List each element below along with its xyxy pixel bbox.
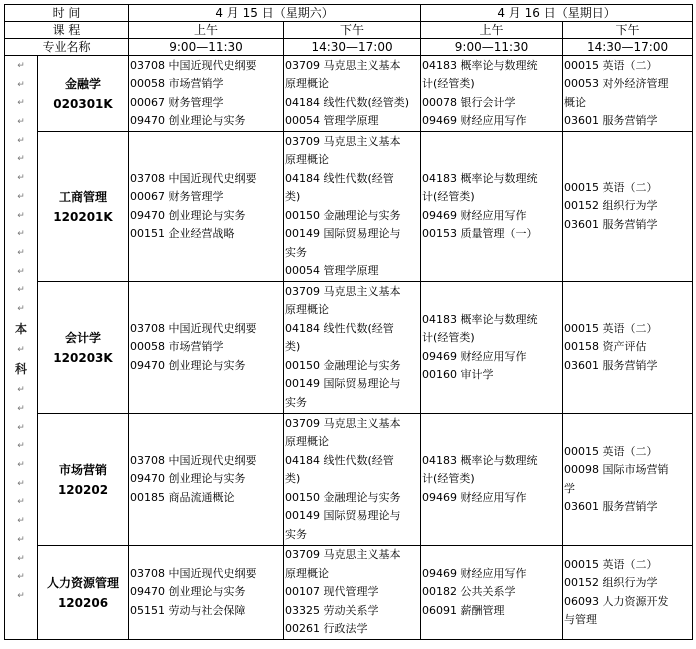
course-line: 09470 创业理论与实务	[130, 472, 246, 486]
course-line: 00078 银行会计学	[422, 95, 516, 109]
course-line: 03601 服务营销学	[564, 217, 658, 231]
course-line: 00160 审计学	[422, 368, 494, 381]
course-line: 原理概论	[285, 566, 330, 580]
day1-pm-time: 14:30—17:00	[284, 39, 421, 56]
major-name: 会计学	[65, 330, 102, 345]
course-line: 00015 英语（二）	[564, 444, 658, 458]
major-code: 120203K	[53, 350, 113, 365]
course-line: 00107 现代管理学	[285, 585, 379, 599]
course-line: 计(经管类)	[422, 472, 475, 486]
paragraph-mark: ↵	[17, 441, 25, 452]
course-line: 00149 国际贸易理论与	[285, 509, 401, 523]
course-line: 00182 公共关系学	[422, 585, 516, 599]
paragraph-mark: ↵	[17, 516, 25, 527]
day1-pm-courses	[284, 56, 421, 132]
course-line: 04184 线性代数(经管	[285, 453, 394, 467]
course-line: 实务	[285, 245, 308, 259]
day1-am-courses	[129, 56, 284, 132]
course-line: 00015 英语（二）	[564, 180, 658, 194]
day1-am-courses	[129, 414, 284, 546]
course-line: 03709 马克思主义基本	[285, 416, 401, 430]
paragraph-mark: ↵	[17, 572, 25, 583]
course-line: 原理概论	[285, 153, 330, 166]
paragraph-mark: ↵	[17, 534, 25, 545]
day2-am-courses	[421, 56, 563, 132]
paragraph-mark: ↵	[17, 247, 25, 258]
course-line: 00058 市场营销学	[130, 77, 224, 90]
course-line: 04183 概率论与数理统	[422, 312, 538, 326]
day1-am-courses	[129, 282, 284, 414]
course-line: 09470 创业理论与实务	[130, 208, 246, 222]
day2-pm-courses	[563, 56, 693, 132]
course-line: 实务	[285, 527, 308, 541]
day1-pm-courses	[284, 282, 421, 414]
course-line: 00152 组织行为学	[564, 199, 658, 213]
major-cell	[38, 414, 129, 546]
paragraph-mark: ↵	[17, 460, 25, 471]
paragraph-mark: ↵	[17, 590, 25, 601]
course-line: 00053 对外经济管理	[564, 77, 669, 90]
paragraph-mark: ↵	[17, 79, 25, 90]
day1-am-courses	[129, 132, 284, 282]
day1-pm-courses	[284, 414, 421, 546]
course-line: 00098 国际市场营销	[564, 463, 669, 476]
major-code: 120206	[57, 595, 109, 610]
major-cell	[38, 282, 129, 414]
course-line: 03709 马克思主义基本	[285, 134, 401, 148]
day1-pm-courses	[284, 132, 421, 282]
course-line: 00015 英语（二）	[564, 321, 658, 335]
paragraph-mark: ↵	[17, 154, 25, 165]
major-name: 人力资源管理	[47, 575, 120, 590]
course-line: 00015 英语（二）	[564, 557, 658, 571]
paragraph-mark: ↵	[17, 135, 25, 146]
major-name: 金融学	[65, 76, 102, 91]
course-line: 学	[564, 481, 576, 495]
day2-pm-courses	[563, 546, 693, 640]
level-char-1: 本	[14, 321, 27, 336]
day2-am-courses	[421, 414, 563, 546]
paragraph-mark: ↵	[17, 61, 25, 71]
course-line: 09469 财经应用写作	[422, 349, 527, 363]
course-line: 03708 中国近现代史纲要	[130, 566, 257, 580]
major-name: 工商管理	[59, 189, 108, 204]
day2-pm-time: 14:30—17:00	[563, 39, 693, 56]
exam-schedule-table	[4, 4, 693, 640]
day2-header: 4 月 16 日（星期日）	[421, 5, 693, 22]
course-line: 00150 金融理论与实务	[285, 208, 401, 222]
paragraph-mark: ↵	[17, 385, 25, 396]
course-line: 03708 中国近现代史纲要	[130, 453, 257, 467]
day1-am-courses	[129, 546, 284, 640]
major-code: 120202	[57, 482, 109, 497]
day1-header: 4 月 15 日（星期六）	[129, 5, 421, 22]
course-line: 计(经管类)	[422, 331, 475, 344]
course-line: 05151 劳动与社会保障	[130, 603, 246, 617]
paragraph-mark: ↵	[17, 303, 25, 314]
course-line: 类)	[285, 190, 301, 203]
course-line: 03601 服务营销学	[564, 358, 658, 372]
course-line: 原理概论	[285, 435, 330, 449]
course-line: 00054 管理学原理	[285, 264, 379, 277]
course-line: 原理概论	[285, 303, 330, 317]
paragraph-mark: ↵	[17, 478, 25, 489]
course-line: 00067 财务管理学	[130, 190, 224, 203]
course-line: 09469 财经应用写作	[422, 208, 527, 222]
course-line: 04183 概率论与数理统	[422, 171, 538, 185]
course-line: 03708 中国近现代史纲要	[130, 171, 257, 185]
course-line: 04183 概率论与数理统	[422, 453, 538, 467]
course-line: 类)	[285, 340, 301, 354]
course-line: 03601 服务营销学	[564, 500, 658, 513]
course-line: 04184 线性代数(经管	[285, 321, 394, 335]
paragraph-mark: ↵	[17, 191, 25, 202]
paragraph-mark: ↵	[17, 173, 25, 184]
day1-pm-courses	[284, 546, 421, 640]
course-line: 00150 金融理论与实务	[285, 490, 401, 504]
paragraph-mark: ↵	[17, 117, 25, 128]
major-cell	[38, 546, 129, 640]
paragraph-mark: ↵	[17, 422, 25, 433]
course-line: 00058 市场营销学	[130, 340, 224, 354]
course-line: 类)	[285, 472, 301, 486]
course-line: 00149 国际贸易理论与	[285, 227, 401, 240]
course-line: 00067 财务管理学	[130, 95, 224, 109]
day2-pm-courses	[563, 132, 693, 282]
paragraph-mark: ↵	[17, 266, 25, 277]
major-code: 120201K	[53, 209, 113, 224]
course-line: 09469 财经应用写作	[422, 490, 527, 504]
paragraph-mark: ↵	[17, 404, 25, 414]
course-line: 原理概论	[285, 77, 330, 90]
course-line: 03709 马克思主义基本	[285, 548, 401, 562]
course-line: 03709 马克思主义基本	[285, 284, 401, 298]
course-line: 计(经管类)	[422, 190, 475, 203]
paragraph-mark: ↵	[17, 229, 25, 240]
course-line: 概论	[564, 95, 587, 109]
course-line: 00185 商品流通概论	[130, 490, 235, 504]
course-line: 09469 财经应用写作	[422, 114, 527, 127]
day2-pm-courses	[563, 414, 693, 546]
day2-pm-courses	[563, 282, 693, 414]
course-line: 06093 人力资源开发	[564, 594, 669, 608]
day2-am-courses	[421, 132, 563, 282]
course-line: 00158 资产评估	[564, 340, 647, 354]
course-line: 09470 创业理论与实务	[130, 585, 246, 599]
day2-am-time: 9:00—11:30	[421, 39, 563, 56]
level-char-2: 科	[14, 362, 27, 377]
course-line: 计(经管类)	[422, 77, 475, 90]
paragraph-mark: ↵	[17, 497, 25, 508]
course-line: 03601 服务营销学	[564, 114, 658, 127]
day1-am-time: 9:00—11:30	[129, 39, 284, 56]
day2-pm-label: 下午	[563, 22, 693, 39]
day2-am-courses	[421, 282, 563, 414]
day2-am-courses	[421, 546, 563, 640]
major-cell	[38, 132, 129, 282]
course-line: 09470 创业理论与实务	[130, 114, 246, 127]
course-line: 00015 英语（二）	[564, 58, 658, 72]
course-line: 00150 金融理论与实务	[285, 358, 401, 372]
course-line: 03709 马克思主义基本	[285, 58, 401, 72]
paragraph-mark: ↵	[17, 98, 25, 109]
major-code: 020301K	[53, 96, 113, 111]
course-line: 00152 组织行为学	[564, 576, 658, 589]
course-line: 与管理	[564, 613, 598, 626]
paragraph-mark: ↵	[17, 210, 25, 221]
course-header: 课 程	[5, 22, 129, 39]
course-line: 04184 线性代数(经管类)	[285, 95, 410, 109]
course-line: 09470 创业理论与实务	[130, 358, 246, 372]
course-line: 00054 管理学原理	[285, 114, 379, 127]
level-column	[5, 56, 38, 640]
day1-am-label: 上午	[129, 22, 284, 39]
course-line: 06091 薪酬管理	[422, 603, 505, 617]
course-line: 04183 概率论与数理统	[422, 58, 538, 72]
major-name-header: 专业名称	[5, 39, 129, 56]
paragraph-mark: ↵	[17, 344, 25, 355]
day2-am-label: 上午	[421, 22, 563, 39]
time-header: 时 间	[5, 5, 129, 22]
paragraph-mark: ↵	[17, 553, 25, 564]
course-line: 03325 劳动关系学	[285, 603, 379, 617]
course-line: 00153 质量管理（一）	[422, 227, 538, 240]
course-line: 00149 国际贸易理论与	[285, 377, 401, 391]
course-line: 实务	[285, 395, 308, 409]
day1-pm-label: 下午	[284, 22, 421, 39]
course-line: 03708 中国近现代史纲要	[130, 321, 257, 335]
course-line: 00151 企业经营战略	[130, 227, 235, 240]
course-line: 00261 行政法学	[285, 622, 368, 636]
course-line: 09469 财经应用写作	[422, 566, 527, 580]
major-name: 市场营销	[59, 462, 108, 477]
paragraph-mark: ↵	[17, 285, 25, 296]
major-cell	[38, 56, 129, 132]
course-line: 04184 线性代数(经管	[285, 171, 394, 185]
course-line: 03708 中国近现代史纲要	[130, 58, 257, 72]
